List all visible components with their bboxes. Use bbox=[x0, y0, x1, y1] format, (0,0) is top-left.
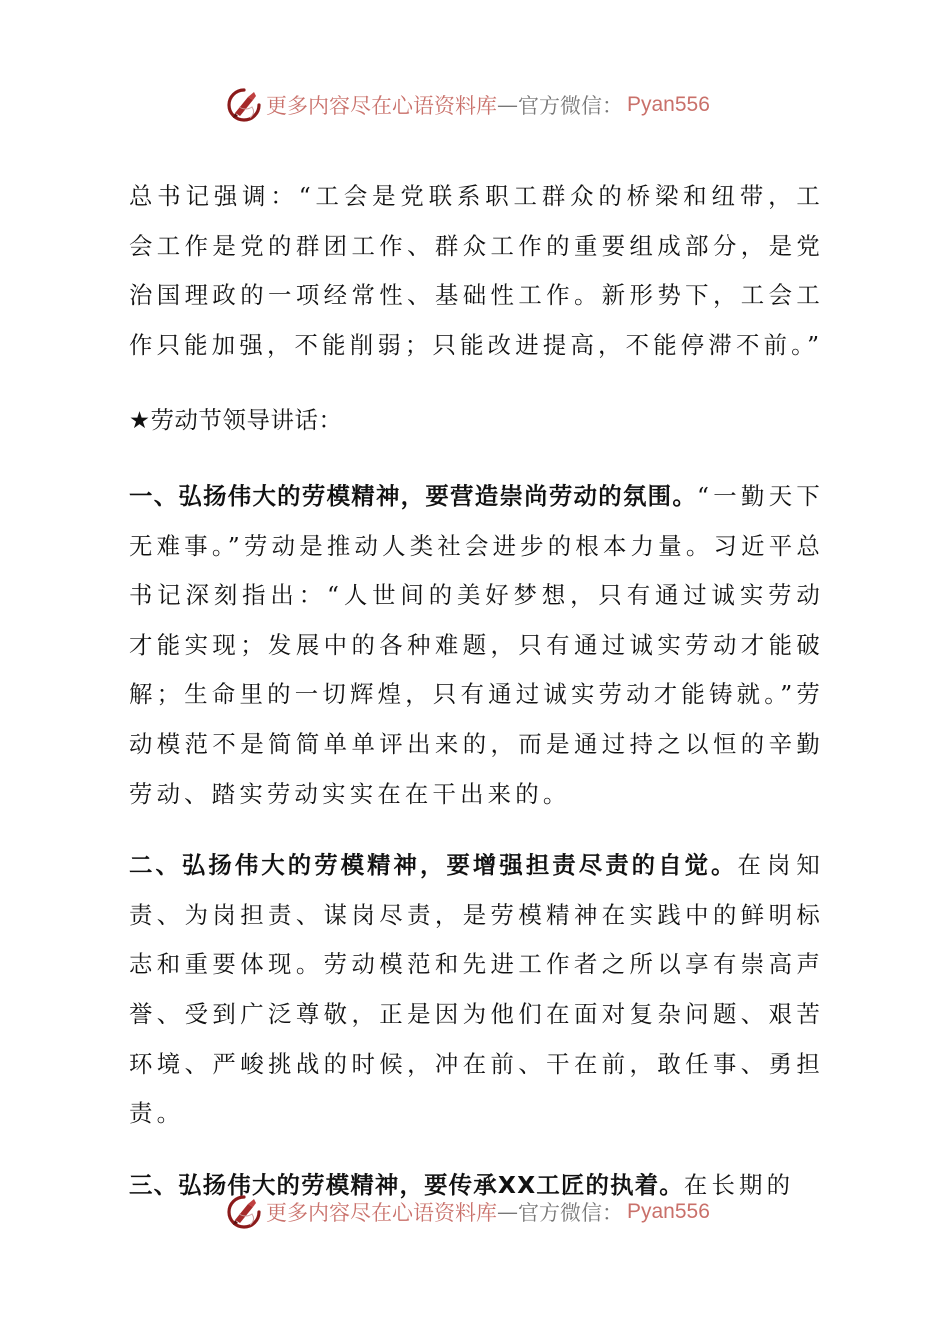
point-body-2: 在岗知责、为岗担责、谋岗尽责，是劳模精神在实践中的鲜明标志和重要体现。劳动模范和先进工作者之所以享有崇高声誉、受到广泛尊敬，正是因为他们在面对复杂问题、艰苦环境、严峻挑战的时候，冲在前、干在前，敢任事、勇担责。 bbox=[129, 851, 824, 1128]
watermark-slogan: 更多内容尽在心语资料库 bbox=[266, 1201, 497, 1225]
watermark-slogan: 更多内容尽在心语资料库 bbox=[266, 94, 497, 118]
watermark-wechat-label: 官方微信： bbox=[518, 1201, 623, 1225]
watermark-wechat-id: Pyan556 bbox=[627, 1200, 710, 1223]
document-body bbox=[129, 172, 824, 1210]
watermark-wechat-label: 官方微信： bbox=[518, 94, 623, 118]
point-heading-3: 三、弘扬伟大的劳模精神，要传承XX工匠的执着。 bbox=[129, 1170, 684, 1199]
header-watermark bbox=[226, 85, 710, 125]
point-body-1: “一勤天下无难事。”劳动是推动人类社会进步的根本力量。习近平总书记深刻指出：“人世间的美好梦想，只有通过诚实劳动才能实现；发展中的各种难题，只有通过诚实劳动才能破解；生命里的一切辉煌，只有通过诚实劳动才能铸就。”劳动模范不是简简单单评出来的，而是通过持之以恒的辛勤劳动、踏实劳动实实在在干出来的。 bbox=[129, 481, 824, 808]
footer-watermark bbox=[226, 1192, 710, 1232]
point-paragraph-2 bbox=[129, 841, 824, 1139]
point-heading-2: 二、弘扬伟大的劳模精神，要增强担责尽责的自觉。 bbox=[129, 851, 738, 880]
intro-paragraph: 总书记强调：“工会是党联系职工群众的桥梁和纽带，工会工作是党的群团工作、群众工作的重要组成部分，是党治国理政的一项经常性、基础性工作。新形势下，工会工作只能加强，不能削弱；只能改进提高，不能停滞不前。” bbox=[129, 182, 824, 359]
point-heading-1: 一、弘扬伟大的劳模精神，要营造崇尚劳动的氛围。 bbox=[129, 481, 698, 510]
quill-pen-circle-icon bbox=[226, 1194, 262, 1230]
watermark-dash: — bbox=[497, 1200, 518, 1224]
point-body-3: 在长期的 bbox=[683, 1170, 795, 1199]
watermark-wechat-id: Pyan556 bbox=[627, 93, 710, 116]
watermark-dash: — bbox=[497, 93, 518, 117]
section-title: ★劳动节领导讲话： bbox=[129, 406, 343, 435]
quill-pen-circle-icon bbox=[226, 87, 262, 123]
point-paragraph-1 bbox=[129, 472, 824, 819]
